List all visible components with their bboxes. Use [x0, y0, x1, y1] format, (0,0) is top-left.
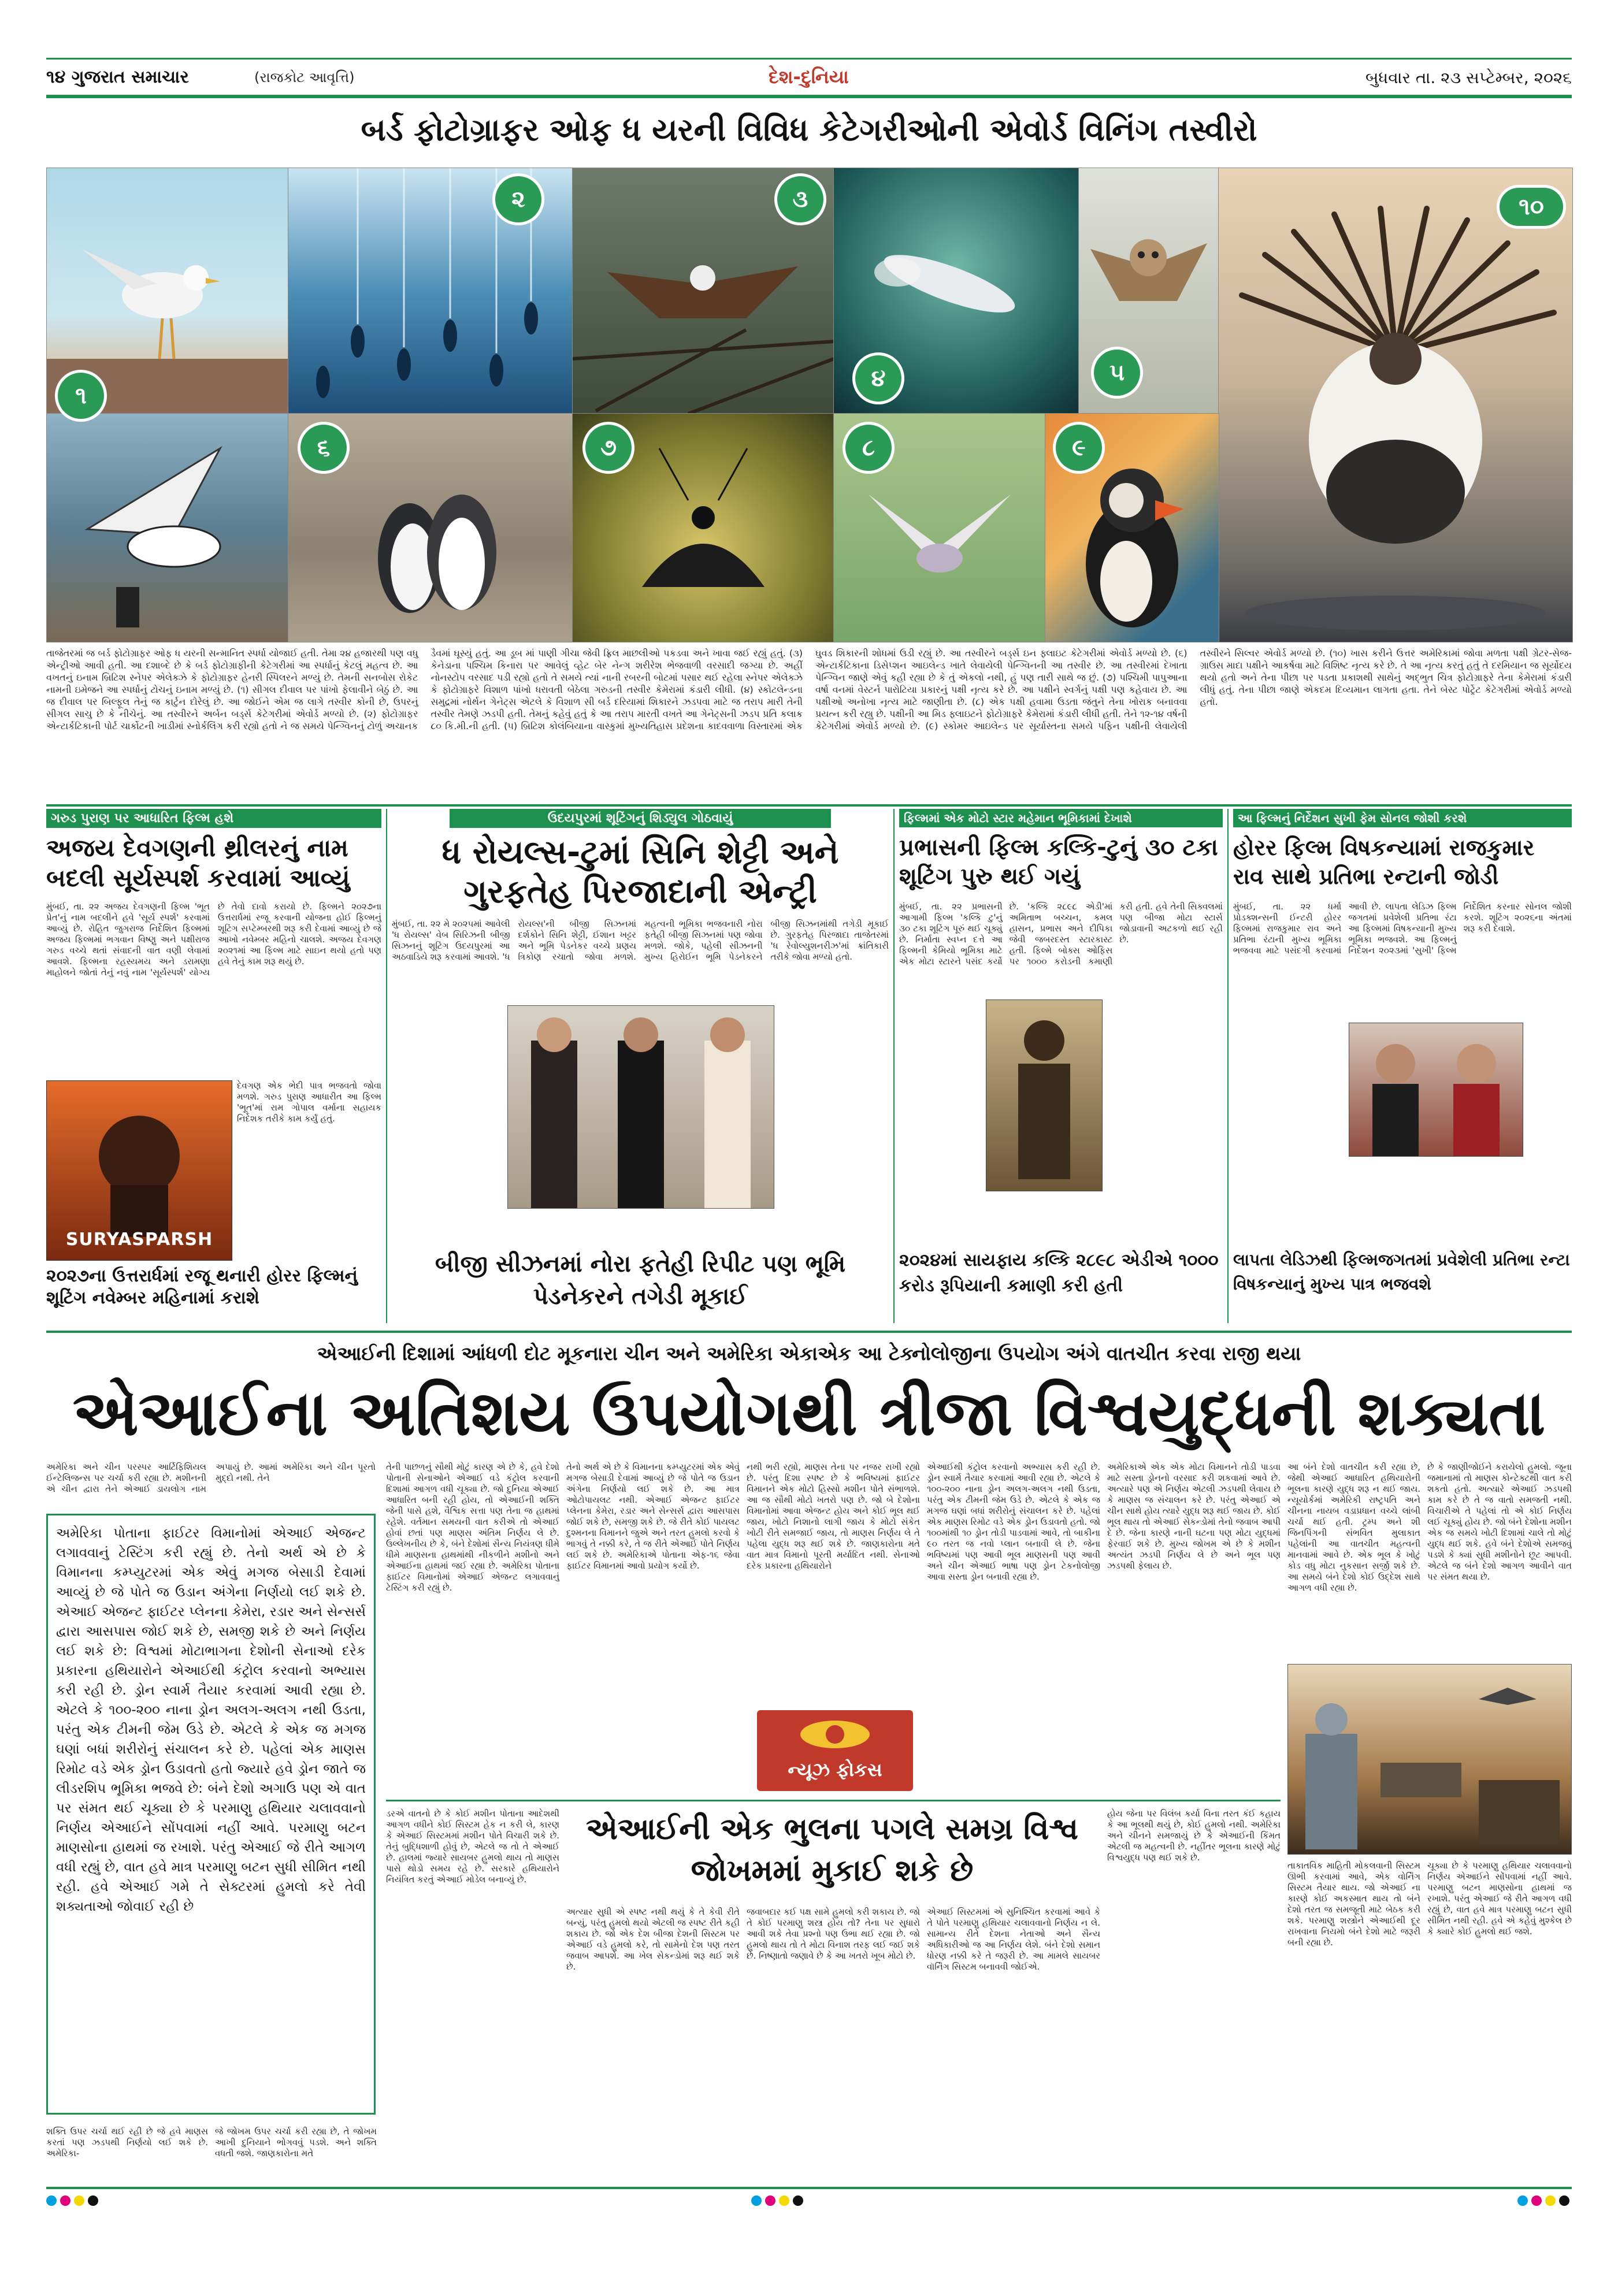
film-story-ajay — [46, 809, 381, 1329]
film1-kicker: ગરુડ પુરાણ પર આધારિત ફિલ્મ હશે — [46, 809, 381, 828]
reg-dot-cyan-2 — [751, 2195, 762, 2206]
ai-sub-col-b: અત્યાર સુધી એ સ્પષ્ટ નથી થયું કે તે કેવી રીતે બન્યું, પરંતુ હુમલો થયો એટલી જ સ્પષ્ટ રીતે કહી શકાય છે. જો એક દેશ બીજા દેશની સિસ્ટમ પર એઆઈ વડે હુમલો કરે, તો સામેનો દેશ પણ તરત જવાબ આપશે. આ ખેલ સેકન્ડોમાં શરૂ થઈ શકે છે. — [566, 1907, 740, 1972]
badge-10: ૧૦ — [1497, 185, 1566, 229]
film1-footer: ૨૦૨૭ના ઉત્તરાર્ધમાં રજૂ થનારી હોરર ફિલ્મનું શૂટિંગ નવેમ્બર મહિનામાં કરાશે — [46, 1266, 358, 1308]
reg-dot-yellow-3 — [1545, 2195, 1556, 2206]
badge-1: ૧ — [55, 370, 107, 422]
film4-kicker: આ ફિલ્મનું નિર્દેશન સુખી ફેમ સોનલ જોશી કરશે — [1233, 809, 1572, 827]
badge-6: ૬ — [298, 422, 350, 474]
ai-story-headline: એઆઈના અતિશય ઉપયોગથી ત્રીજા વિશ્વયુદ્ધની શક્યતા — [72, 1377, 1546, 1450]
reg-dot-cyan — [46, 2195, 57, 2206]
edition-label: (રાજકોટ આવૃત્તિ) — [254, 69, 355, 86]
footer-rule — [46, 2187, 1572, 2189]
ai-story-boxed — [46, 1514, 376, 2115]
badge-3: ૩ — [774, 173, 826, 225]
film1-poster — [46, 1080, 232, 1261]
photo-feature-title: બર્ડ ફોટોગ્રાફર ઓફ ધ યરની વિવિધ કેટેગરીઓની એવોર્ડ વિનિંગ તસ્વીરો — [361, 112, 1257, 148]
reg-dot-yellow-2 — [779, 2195, 789, 2206]
ai-story-kicker: એઆઈની દિશામાં આંધળી દોટ મૂકનારા ચીન અને અમેરિકા એકાએક આ ટેક્નોલોજીના ઉપયોગ અંગે વાતચીત કરવા રાજી થયા — [317, 1342, 1301, 1365]
badge-8: ૮ — [843, 422, 895, 474]
film2-footer: બીજી સીઝનમાં નોરા ફતેહી રિપીટ પણ ભૂમિ પેડનેકરને તગેડી મૂકાઈ — [435, 1251, 846, 1310]
film2-headline: ધ રોયલ્સ-ટુમાં સિનિ શેટ્ટી અને ગુરફતેહ પિરજાદાની એન્ટ્રી — [441, 834, 839, 911]
film-story-royals — [392, 809, 889, 1329]
film1-headline: અજય દેવગણની થ્રીલરનું નામ બદલી સૂર્યસ્પર્શ કરવામાં આવ્યું — [46, 834, 350, 892]
ai-sub-col-f: તાકાતવિક માહિતી મોકલવાની સિસ્ટમ ઊભી કરવામાં આવે, એક વોર્નિંગ સિસ્ટમ તૈયાર થાય. જો એઆઈ ના કારણે કોઈ અકસ્માત થાય તો બંને દેશો તરત જ સમજૂતી માટે બેઠક કરી શકે. પરમાણુ શસ્ત્રોને એઆઈથી દૂર રાખવાના નિયમો બંને દેશો માટે જરૂરી બની રહ્યા છે. — [1287, 1860, 1420, 1948]
film3-photo — [986, 1000, 1103, 1191]
reg-dot-cyan-3 — [1517, 2195, 1528, 2206]
film3-kicker: ફિલ્મમાં એક મોટો સ્ટાર મહેમાન ભૂમિકામાં દેખાશે — [899, 809, 1223, 827]
ai-sub-col-g: ચૂક્યા છે કે પરમાણુ હથિયાર ચલાવવાનો નિર્ણય એઆઈને સોંપવામાં નહીં આવે. પરમાણુ બટન માણસોના હાથમાં જ રખાશે. પરંતુ એઆઈ જે રીતે આગળ વધી રહ્યું છે, વાત હવે માત્ર પરમાણુ બટન સુધી સીમિત નથી રહી. હવે એ કહેવું મુશ્કેલ છે કે ક્યારે કોઈ હુમલો થઈ જશે. — [1427, 1860, 1572, 1937]
reg-dot-black-2 — [793, 2195, 803, 2206]
page-label: ૧૪ ગુજરાત સમાચાર — [46, 67, 189, 87]
ai-boxed-text: અમેરિકા પોતાના ફાઈટર વિમાનોમાં એઆઈ એજન્ટ લગાવવાનું ટેસ્ટિંગ કરી રહ્યું છે. તેનો અર્થ એ છે કે વિમાનના કમ્પ્યુટરમાં એક એવું મગજ બેસાડી દેવામાં આવ્યું છે જે પોતે જ ઉડાન અંગેના નિર્ણયો લઈ શકે છે. એઆઈ એજન્ટ ફાઈટર પ્લેનના કેમેરા, રડાર અને સેન્સર્સ દ્વારા આસપાસ જોઈ શકે છે, સમજી શકે છે અને નિર્ણય લઈ શકે છે: વિશ્વમાં મોટાભાગના દેશોની સેનાઓ દરેક પ્રકારના હથિયારોને એઆઈથી કંટ્રોલ કરવાનો અભ્યાસ કરી રહી છે. ડ્રોન સ્વાર્મ તૈયાર કરવામાં આવી રહ્યા છે. એટલે કે ૧૦૦-૨૦૦ નાના ડ્રોન અલગ-અલગ નથી ઉડતા, પરંતુ એક ટીમની જેમ ઉડે છે. એટલે કે એક જ મગજ ઘણાં બધાં શરીરોનું સંચાલન કરે છે. પહેલાં એક માણસ રિમોટ વડે એક ડ્રોન ઉડાવતો હતો જ્યારે હવે ડ્રોન જાતે જ લીડરશિપ ભૂમિકા ભજવે છે: બંને દેશો અગાઉ પણ એ વાત પર સંમત થઈ ચૂક્યા છે કે પરમાણુ હથિયાર ચલાવવાનો નિર્ણય એઆઈને સોંપવામાં નહીં આવે. પરમાણુ બટન માણસોના હાથમાં જ રખાશે. પરંતુ એઆઈ જે રીતે આગળ વધી રહ્યું છે, વાત હવે માત્ર પરમાણુ બટન સુધી સીમિત નથી રહી. હવે એઆઈ ગમે તે સેક્ટરમાં હુમલો કરે તેવી શક્યતાઓ જોવાઈ રહી છે — [56, 1526, 366, 1914]
reg-dot-magenta — [60, 2195, 70, 2206]
ai-sub-col-e: હોય જેના પર વિલંબ કર્યા વિના તરત કંઈ કહાય કે આ ભૂલથી થયું છે, કોઈ હુમલો નથી. અમેરિકા અને ચીનને સમજાયું છે કે એઆઈની કિંમત એટલી જ મહત્વની છે. નહીંતર ભૂલના કારણે મોટું વિશ્વયુદ્ધ પણ થઈ શકે છે. — [1107, 1808, 1281, 1863]
film-story-kalki — [899, 809, 1223, 1329]
film4-photo — [1349, 1023, 1523, 1157]
ai-col-a: તેની પાછળનું સૌથી મોટું કારણ એ છે કે, હવે દેશો પોતાની સેનાઓને એઆઈ વડે કંટ્રોલ કરવાની દિશામાં આગળ વધી ચૂક્યા છે. જો દુનિયા એઆઈ આધારિત બની રહી હોય, તો એઆઈની શક્તિ જેની પાસે હશે, વૈશ્વિક સત્તા પણ તેના જ હાથમાં રહેશે. વર્તમાન સમયની વાત કરીએ તો એઆઈ હોવાં છતાં પણ માણસ અંતિમ નિર્ણય લે છે. ઉલ્લેખનીય છે કે, બંને દેશોમાં સૈન્ય નિયંત્રણ ધીમે ધીમે માણસના હાથમાંથી નીકળીને મશીનો અને એઆઈના હાથમાં જઈ રહ્યા છે. અમેરિકા પોતાના ફાઈટર વિમાનોમાં એઆઈ એજન્ટ લગાવવાનું ટેસ્ટિંગ કરી રહ્યું છે. — [386, 1462, 559, 1593]
film1-body: મુંબઈ, તા. ૨૨ અજય દેવગણની ફિલ્મ 'ભૂત પ્રેત'નું નામ બદલીને હવે 'સૂર્ય સ્પર્શ' કરવામાં આવ્યું છે. રોહિત જુગરાજ નિર્દેશિત ફિલ્મમાં અજય ફિલ્મમાં ભગવાન વિષ્ણુ અને પક્ષીરાજ ગરુડ વચ્ચે થતાં સંવાદની વાત વણી લેવામાં આવશે. ફિલ્મના રહસ્યમય અને ડરામણા માહોલને જોતાં તેનું નવું નામ 'સૂર્યસ્પર્શ' યોગ્ય છે તેવો દાવો કરાયો છે. ફિલ્મને ૨૦૨૭ના ઉત્તરાર્ધમાં રજૂ કરવાની યોજના હોઈ ફિલ્મનું શૂટિંગ સપ્ટેમ્બરથી શરૂ કરી દેવામાં આવ્યું છે જે આખો નવેમ્બર મહિનો ચાલશે. અજય દેવગણ ૨૦૨૧માં આ ફિલ્મ માટે સાઇન થયો હતો પણ હવે તેનું કામ શરૂ થયું છે. — [46, 901, 381, 978]
seagull-mural-illustration — [47, 414, 288, 642]
film-divider-1 — [386, 809, 387, 1323]
ai-col-f: આ બંને દેશો વાતચીત કરી રહ્યા છે, જેથી એઆઈ આધારિત હથિયારોની ભૂલના કારણે યુદ્ધ શરૂ ન થઈ જાય. ન્યૂયોર્કમાં અમેરિકી રાષ્ટ્રપતિ અને ચીનના નાયબ વડાપ્રધાન વચ્ચે લાંબી ચર્ચા થઈ હતી. ટ્રમ્પ અને શી જિનપિંગની સંભવિત મુલાકાત પહેલાંની આ વાતચીત મહત્વની માનવામાં આવે છે. એક ભૂલ કે ખોટું કોડ વધુ મોટા નુકસાન સર્જી શકે છે. આ સમયે બંને દેશો કોઈ ઉદ્દેશ સાથે આગળ વધી રહ્યા છે. — [1287, 1462, 1420, 1593]
film-band-bottom-rule — [46, 1331, 1572, 1333]
photo-seagull-mural — [46, 413, 289, 642]
ai-war-image — [1287, 1664, 1572, 1855]
film3-headline: પ્રભાસની ફિલ્મ કલ્કિ-ટુનું ૩૦ ટકા શૂટિંગ પુરુ થઈ ગયું — [899, 834, 1218, 890]
film-story-vishkanya — [1233, 809, 1572, 1329]
date-label: બુધવાર તા. ૨૩ સપ્ટેમ્બર, ૨૦૨૬ — [1365, 68, 1572, 87]
film-band-top-rule — [46, 804, 1572, 807]
reg-dot-black — [88, 2195, 98, 2206]
ai-sub-col-c: જવાબદાર કઈ પક્ષ સામે હુમલો કરી શકાય છે. જો તે કોઈ પરમાણુ શસ્ત્ર હોય તો? તેના પર સુધારો આવી શકે તેવા પ્રશ્નો પણ ઉભા થઈ રહ્યા છે. જો હુમલો થાય તો તે મોટા વિનાશ તરફ લઈ જઈ શકે છે. નિષ્ણાતો જણાવે છે કે આ ખતરો ખૂબ મોટો છે. — [747, 1907, 920, 1961]
news-focus-logo — [757, 1710, 913, 1791]
bottom-left-col-a: શક્તિ ઉપર ચર્ચા થઈ રહી છે જે હવે માણસ કરતાં પણ ઝડપથી નિર્ણયો લઈ શકે છે. અમેરિકા- — [46, 2126, 208, 2158]
ai-sub-col-d: એઆઈ સિસ્ટમમાં એ સુનિશ્ચિત કરવામાં આવે કે તે પોતે પરમાણુ હથિયાર ચલાવવાનો નિર્ણય ન લે. સામાન્ય રીતે દેશના નેતાઓ અને સૈન્ય અધિકારીઓ જ આ નિર્ણય લેશે. બંને દેશો સમાન ધોરણ નક્કી કરે તે જરૂરી છે. આ મામલે સાયબર વૉર્નિંગ સિસ્ટમ બનાવવી જોઈએ. — [927, 1907, 1100, 1972]
badge-2: ૨ — [492, 173, 544, 225]
badge-7: ૭ — [582, 422, 634, 474]
film4-footer: લાપતા લેડિઝથી ફિલ્મજગતમાં પ્રવેશેલી પ્રતિભા રન્ટા વિષકન્યાનું મુખ્ય પાત્ર ભજવશે — [1233, 1250, 1570, 1294]
film3-body: મુંબઈ, તા. ૨૨ પ્રભાસની આગામી ફિલ્મ 'કલ્કિ ટુ'નું ૩૦ ટકા શૂટિંગ પૂરું થઈ ચૂક્યું છે. નિર્માતા સ્વપ્ન દત્તે આ ફિલ્મની કેમિયો ભૂમિકા માટે એક મોટા સ્ટારને પસંદ કર્યો છે. 'કલ્કિ ૨૮૯૮ એડી'માં અમિતાભ બચ્ચન, કમલ હાસન, પ્રભાસ અને દીપિકા જેવી જબરદસ્ત સ્ટારકાસ્ટ હતી. ફિલ્મે બોક્સ ઓફિસ પર ૧૦૦૦ કરોડની કમાણી કરી હતી. હવે તેની સિક્વલમાં પણ બીજા મોટા સ્ટાર્સ જોડાવાની અટકળો થઈ રહી છે. — [899, 901, 1223, 967]
news-focus-label: ન્યૂઝ ફોકસ — [788, 1759, 882, 1781]
film-divider-3 — [1227, 809, 1229, 1323]
top-green-line — [46, 58, 1572, 60]
ai-col-c: નથી ભરી રહ્યો, માણસ તેના પર નજર રાખી રહ્યો છે. પરંતુ દિશા સ્પષ્ટ છે કે ભવિષ્યમાં ફાઈટર વિમાનને એક મોટો હિસ્સો મશીન પોતે સંભાળશે. આ જ સૌથી મોટો ખતરો પણ છે. જો બે દેશોના વિમાનોમાં આવા એજન્ટ હોય અને કોઈ ભૂલ થઈ જાય, ખોટો નિશાનો લાગી જાય કે મોટો સંકેત ખોટી રીતે સમજાઈ જાય, તો માણસ નિર્ણય લે તે પહેલા યુદ્ધ શરૂ થઈ શકે છે. જાણકારોના મતે વાત માત્ર વિમાનો પૂરતી મર્યાદિત નથી. સેનાઓ દરેક પ્રકારના હથિયારોને — [747, 1462, 920, 1571]
photo-feature-caption: તાજેતરમાં જ બર્ડ ફોટોગ્રાફર ઓફ ધ યરની સન્માનિત સ્પર્ધા યોજાઈ હતી. તેમા ૨૪ હજારથી પણ વધુ એન્ટ્રીઓ આવી હતી. આ દશાબ્દે છે કે બર્ડ ફોટોગ્રાફીની કેટેગરીમાં આ સ્પર્ધાનું કેટલું મહત્વ છે. આ વખતનું ઇનામ બ્રિટિશ સ્નેપર એલેક્ઝે કે ફોટોગ્રાફર હેનરી સ્પિલરને મળ્યું છે. તેમની સનબોસ રોકેટ નામની ઇમેજને આ સ્પર્ધાનું ટોચનું ઇનામ મળ્યું છે. (૧) સીગલ દીવાલ પર પાંખો ફેલાવીને બેઠું છે. આ જ દીવાલ પર બિલ્ફૂલ તેનું જ કાર્ટુન દોરેલું છે. આ જોઈને એમ જ લાગે તસ્વીર કોની છે, ઉપરનું સીગલ સાચુ છે કે નીચેનું. આ તસ્વીરને અર્બન બર્ડ્સ કેટેગરીમાં એવોર્ડ મળ્યો છે. (૨) ફોટોગ્રાફર એન્ટાર્કટિકાની પોર્ટ ચાર્કોટની ખાડીમાં સ્નોર્કલિંગ કરી રહ્યો હતો ને જ સમયે પેન્ગ્વિનનું ટોળું અચાનક ડૈવમાં ઘૂસ્યું હતું. આ ડૂબ માં પાણી ગીચા જેવી ફ્રિલ માછલીઓ પકડવા અને ખાવા જઈ રહ્યું હતું. (૩) કેનેડાના પશ્ચિમ કિનારા પર આવેલું વ્હેટ બેર નેન્ગ શરીરેશ ભેજવાળી વરસાદી જગ્યા છે. અહીં નોનસ્ટોપ વરસાદ પડી રહ્યો હતો તે સમયે ત્યાં નાની રબરની બોટમાં પસાર થઈ રહેલા સ્નેપર એલેક્ઝે કે ફોટોગ્રાફરે વિશાળ પાંખો ધરાવતી બેઠેલા ગરુડની તસ્વીર કેમેરામાં કંડારી લીધી. (૪) સ્કોટલેન્ડના સમુદ્રમાં નોર્થન ગેનેટ્સ એટલે કે વિશાળ સી બર્ડ દરિયામાં શિકારને ઝડપવા માટે જ તરાપ મારી તેની તસ્વીર તેમણે ઝડપી હતી. તેમનું કહેવું હતું કે આ તરાપ મારતી વખતે આ ગેનેટ્સની ઝડપ પ્રતિ કલાક ૮૦ કિ.મી.ની હતી. (૫) બ્રિટિશ કોલંબિયાના વાસ્કુમાં મુખ્યતિહાસ પ્રદેશના કાદવવાળા વિસ્તારમાં એક ઘુવડ શિકારની શોધમાં ઉડી રહ્યું છે. આ તસ્વીરને બર્ડ્સ ઇન ફ્લાઇટ કેટેગરીમાં એવોર્ડ મળ્યો છે. (૬) એન્ટાર્કટિકાના ડિસેપ્શન આઇલેન્ડ ખાતે લેવાયેલી પેન્ગ્વિનની આ તસ્વીર છે. આ તસ્વીરમાં દેખાતા પેન્ગ્વિન જાણે એવું કહી રહ્યા છે કે તું એકલો નથી, હું પણ તારી સાથે જ છું. (૭) પશ્ચિમી પાપુઆના વર્ષા વનમાં વેસ્ટર્ન પારોટિયા પ્રકારનું પક્ષી નૃત્ય કરે છે. આ પક્ષીને સ્વર્ગનું પક્ષી પણ કહેવાય છે. આ પક્ષીઓ અનોખા નૃત્ય માટે જાણીતા છે. (૮) એક પક્ષી હવામા ઉડતા જંતુને તેના ખોરાક બનાવવા પ્રયત્ન કરી રહ્યુ છે. પક્ષીની આ મિડ ફ્લાઇટને ફોટોગ્રાફરે કેમેરામાં કંડારી લીધી હતી. તેને ૧૨-૧૪ વર્ષની કેટેગરીમાં એવોર્ડ મળ્યો છે. (૯) સ્કોમર આઇલેન્ડ પર સૂર્યાસ્તના સમયે પફિન પક્ષીની લેવાયેલી તસ્વીરને સિલ્વર એવોર્ડ મળ્યો છે. (૧૦) ખાસ કરીને ઉત્તર અમેરિકામાં જોવા મળતા પક્ષી ગ્રેટર-સેજ-ગ્રાઉસ માદા પક્ષીને આકર્ષવા માટે વિશિષ્ટ નૃત્ય કરે છે. તે આ નૃત્ય કરતું હતું તે દરમિયાન જ સૂર્યોદય થયો હતો અને તેના પીછા પર પડતા પ્રકાશથી સાથેનું અદ્ભુત ચિત્ર ફોટોગ્રાફરે તેના કેમેરામાં કંડારી લીધું હતું. તેના પીછા જાણે એકદમ દિવ્યમાન લાગતા હતા. તેને બેસ્ટ પોર્ટ્રેટ કેટેગરીમાં એવોર્ડ મળ્યો હતો. — [46, 648, 1572, 731]
ai-col-b: તેનો અર્થ એ છે કે વિમાનના કમ્પ્યુટરમાં એક એવું મગજ બેસાડી દેવામાં આવ્યું છે જે પોતે જ ઉડાન અંગેના નિર્ણયો લઈ શકે છે. આ માત્ર ઓટોપાયલટ નથી. એઆઈ એજન્ટ ફાઈટર પ્લેનના કેમેરા, રડાર અને સેન્સર્સ દ્વારા આસપાસ જોઈ શકે છે, સમજી શકે છે. જે રીતે કોઈ પાયલટ દુશ્મનના વિમાનને જુએ અને તરત હુમલો કરવો કે ભાગવું તે નક્કી કરે, તે જ રીતે એઆઈ પોતે નિર્ણય લઈ શકે છે. અમેરિકાએ પોતાના એફ-૧૬ જેવા ફાઈટર વિમાનમાં આવો પ્રયોગ કર્યો છે. — [566, 1462, 740, 1571]
ai-sub-top-rule — [386, 1800, 1281, 1801]
film-divider-2 — [893, 809, 895, 1323]
badge-9: ૯ — [1053, 422, 1105, 474]
reg-dot-yellow — [74, 2195, 84, 2206]
ai-col-e: અમેરિકાએ એક એક મોટા વિમાનને તોડી પાડવા માટે સસ્તા ડ્રોનનો વરસાદ કરી શકવામાં આવે છે. અત્યારે પણ એ નિર્ણય એટલી ઝડપથી લેવાય છે કે માણસ જ સંચાલન કરે છે. પરંતુ એઆઈ એ ચીન સાથે હોય ત્યારે યુદ્ધ શરૂ થઈ જાય છે. કોઈ ભૂલ થાય તો એઆઈ સેકન્ડોમાં તેનો જવાબ આપી દે છે. જેના કારણે નાની ઘટના પણ મોટા યુદ્ધમાં ફેરવાઈ શકે છે. મુખ્ય જોખમ એ છે કે મશીન અત્યંત ઝડપી નિર્ણય લે છે અને ભૂલ પણ ઝડપથી ફેલાય છે. — [1107, 1462, 1281, 1571]
film3-footer: ૨૦૨૪માં સાયફાય કલ્કિ ૨૮૯૮ એડીએ ૧૦૦૦ કરોડ રૂપિયાની કમાણી કરી હતી — [899, 1250, 1219, 1296]
ai-col-d: એઆઈથી કંટ્રોલ કરવાનો અભ્યાસ કરી રહી છે. ડ્રોન સ્વાર્મ તૈયાર કરવામાં આવી રહ્યા છે. એટલે કે ૧૦૦-૨૦૦ નાના ડ્રોન અલગ-અલગ નથી ઉડતા, પરંતુ એક ટીમની જેમ ઉડે છે. એટલે કે એક જ મગજ ઘણાં બધાં શરીરોનું સંચાલન કરે છે. પહેલાં એક માણસ રિમોટ વડે એક ડ્રોન ઉડાવતો હતો. જો ૧૦૦માંથી ૧૦ ડ્રોન તોડી પાડવામાં આવે, તો બાકીના ૯૦ તરત જ નવો પ્લાન બનાવી લે છે. જેના ભવિષ્યમાં પણ આવી ભૂલ માણસની પણ આવી અને ચીન એઆઈ ભાષા પણ ડ્રોન ટેકનોલોજી આવા સસ્તા ડ્રોન બનાવી રહ્યા છે. — [927, 1462, 1100, 1582]
film4-body: મુંબઈ, તા. ૨૨ ધર્મા પ્રોડક્શન્સની ઈન્ટરી હોરર ફિલ્મમાં રાજકુમાર રાવ અને પ્રતિભા રંટાની મુખ્ય ભૂમિકા ભજવવા માટે પસંદગી કરવામાં આવી છે. લાપતા લેડિઝ ફિલ્મ જગતમાં પ્રવેશેલી પ્રતિભા રંટા આ ફિલ્મમાં વિષકન્યાની મુખ્ય ભૂમિકા ભજવશે. આ ફિલ્મનું નિર્દેશન ૨૦૨૩માં 'સુખી' ફિલ્મ નિર્દેશિત કરનાર સોનલ જોશી કરશે. શૂટિંગ ૨૦૨૬ના અંતમાં શરૂ કરી દેવાશે. — [1233, 901, 1572, 956]
film4-cast-illustration — [1349, 1023, 1523, 1156]
header-rule — [46, 95, 1572, 98]
ai-war-illustration — [1288, 1665, 1572, 1855]
reg-dot-black-3 — [1559, 2195, 1569, 2206]
film3-warrior-illustration — [986, 1000, 1102, 1191]
reg-dot-magenta-2 — [765, 2195, 775, 2206]
ai-story-intro: અમેરિકા અને ચીન પરસ્પર આર્ટિફિશિયલ ઈન્ટેલિજન્સ પર ચર્ચા કરી રહ્યા છે. મશીનની એ ચીન દ્વારા તેને એઆઈ ડાયલોગ નામ અપાયું છે. આમાં અમેરિકા અને ચીન પૂરતો મુદ્દો નથી. તેને — [46, 1462, 376, 1494]
badge-5: ૫ — [1091, 347, 1143, 399]
film1-poster-title: SURYASPARSH — [65, 1229, 213, 1250]
film1-body-tail: દેવગણ એક ભેદી પાત્ર ભજવતો જોવા મળશે. ગરુડ પુરાણ આધારીત આ ફિલ્મ 'ભૂત'માં રામ ગોપાલ વર્માના સહાયક નિર્દેશક તરીકે કામ કર્યું હતું. — [237, 1080, 381, 1124]
reg-dot-magenta-3 — [1531, 2195, 1542, 2206]
sage-grouse-illustration — [1219, 168, 1572, 642]
film4-headline: હોરર ફિલ્મ વિષકન્યામાં રાજકુમાર રાવ સાથે પ્રતિભા રન્ટાની જોડી — [1233, 835, 1535, 889]
badge-4: ૪ — [852, 352, 904, 404]
film2-body: મુંબઈ, તા. ૨૨ મે ૨૦૨૫માં આવેલી 'ધ રોયલ્સ' વેબ સિરિઝની બીજી સિઝનનું શૂટિંગ ઉદયપુરમાં આ અઠવાડિયે શરૂ કરવામાં આવશે. 'ધ રોયલ્સ'ની બીજી સિઝનમાં દર્શકોને સિનિ શેટ્ટી, ઈશાન ખટ્ટર અને ભૂમિ પેડનેકર વચ્ચે પ્રણય ત્રિકોણ રચાતો જોવા મળશે. મહત્વની ભૂમિકા ભજવનારી નોરા ફતેહી બીજી સિઝનમાં પણ જોવા મળશે. જોકે, પહેલી સીઝનની મુખ્ય હિરોઈન ભૂમિ પેડનેકરને બીજી સિઝનમાંથી તગેડી મૂકાઈ છે. ગુરફતેહ પિરજાદા તાજેતરમાં 'ધ રેવોલ્યુશનરીઝ'માં ક્રાંતિકારી તરીકે જોવા મળ્યો હતો. — [392, 919, 889, 962]
page-header — [46, 64, 1572, 94]
film2-photo — [507, 1005, 774, 1209]
ai-sub-col-a: ડરએ વાતનો છે કે કોઈ મશીન પોતાના આદેશથી આગળ વધીને કોઈ સિસ્ટમ હેક ન કરી લે, કારણ કે એઆઈ સિસ્ટમમાં મશીન પોતે વિચારી શકે છે. તેનું બુદ્ધિશાળી હોવું છે, એટલે જ તો તે એઆઈ છે. હાલમાં જ્યારે સાયબર હુમલો થાય તો માણસ પાસે થોડો સમય રહે છે. સરકારે હથિયારોને નિયંત્રિત કરતું એઆઈ મોડેલ બનાવ્યું છે. — [386, 1808, 559, 1885]
bottom-left-col-b: જે જોખમ ઉપર ચર્ચા કરી રહ્યા છે, તે જોખમ આખી દુનિયાને ભોગવવું પડશે. અને શક્તિ વધતી જશે. જાણકારોના મતે — [215, 2126, 377, 2158]
film2-cast-illustration — [508, 1006, 774, 1208]
photo-sage-grouse — [1218, 168, 1573, 642]
film2-kicker: ઉદયપુરમાં શૂટિંગનું શિડ્યુલ ગોઠવાયું — [450, 809, 831, 828]
eye-icon — [757, 1710, 913, 1756]
ai-sub-headline: એઆઈની એક ભુલના પગલે સમગ્ર વિશ્વ જોખમમાં મુકાઈ શકે છે — [586, 1812, 1078, 1888]
ai-col-g: છે કે જાણીજોઈને કરાયેલો હુમલો. જૂના જમાનામાં તો માણસ કોન્ટેક્ટથી વાત કરી શકતો હતો. અત્યારે એઆઈ ઝડપથી કામ કરે છે તે જ વાતો સમજતી નથી. વિચારીએ તે પહેલાં તો એ કોઈ નિર્ણય લઈ ચૂક્યું હોય છે. જો બંને દેશોના મશીન એક જ સમયે ખોટી દિશામાં ચાલે તો મોટું યુદ્ધ થઈ શકે. હવે બંને દેશોએ સમજવું પડશે કે ક્યાં સુધી મશીનોને છૂટ આપવી. એટલે જ બંને દેશો આગળ આવીને વાત પર સંમત થયા છે. — [1427, 1462, 1572, 1582]
section-label: દેશ-દુનિયા — [769, 66, 849, 88]
